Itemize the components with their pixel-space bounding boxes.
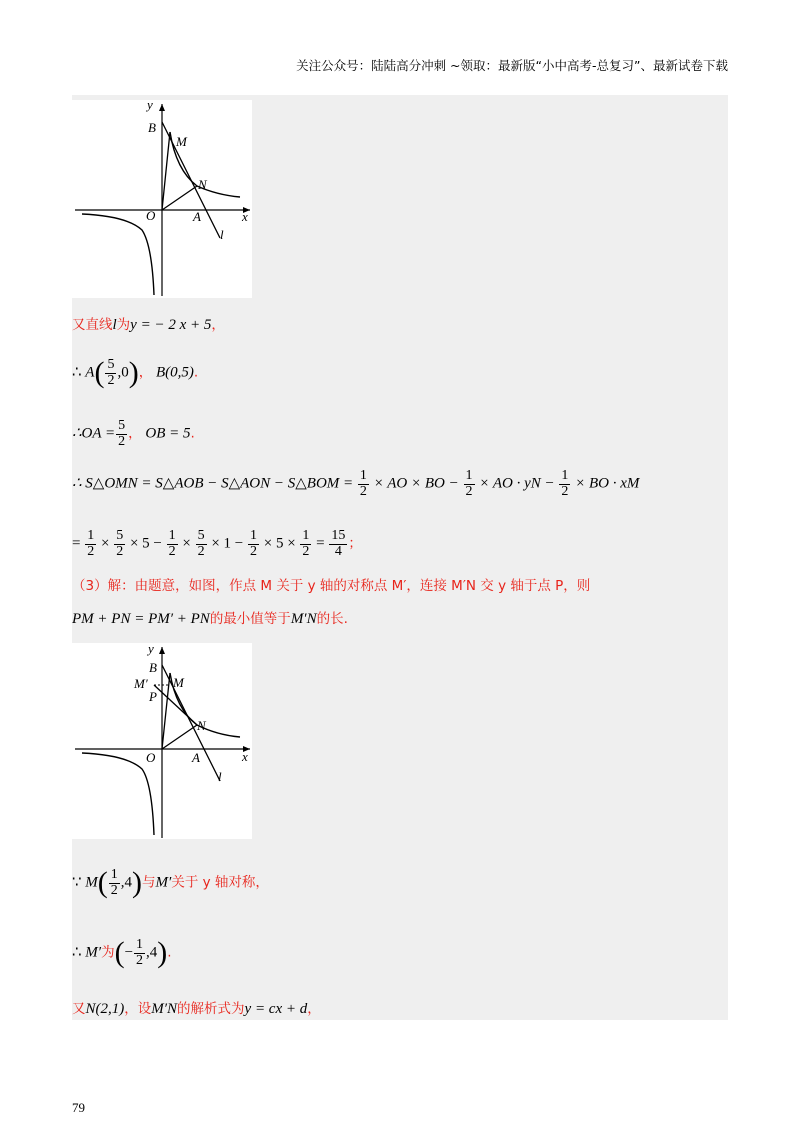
line-symmetric: ∵ M( $\frac{1}{2}$ ,4)与M′关于 y 轴对称， xyxy=(72,866,269,900)
line-min-value: PM + PN = PM′ + PN的最小值等于M′N的长. xyxy=(72,611,348,627)
page-number: 79 xyxy=(72,1100,85,1115)
page-header: 关注公众号：陆陆高分冲刺 ~领取：最新版“小中高考-总复习”、最新试卷下载 xyxy=(296,58,728,73)
label-O: O xyxy=(146,208,156,223)
line-MN-equation: 又N(2,1)，设M′N的解析式为y = cx + d， xyxy=(72,1001,321,1017)
label-l-2: l xyxy=(218,769,222,784)
label-P: P xyxy=(149,689,157,704)
figure-graph-1 xyxy=(72,100,252,298)
label-M: M xyxy=(176,134,187,149)
label-l: l xyxy=(220,227,224,242)
label-M-2: M xyxy=(173,675,184,690)
line-part3-intro: （3）解：由题意，如图，作点 M 关于 y 轴的对称点 M′，连接 M′N 交 y 轴于点 P，则 xyxy=(72,578,591,594)
figure-graph-2 xyxy=(72,643,252,839)
line-area-formula: ∴ S△OMN = S△AOB − S△AON − S△BOM = $\frac{1}{2}$ × AO × BO − $\frac{1}{2}$ × AO · yN − $\frac{1}{2}$ × BO · xM xyxy=(72,468,640,499)
label-B-2: B xyxy=(149,660,157,675)
label-x: x xyxy=(242,209,248,224)
label-Mprime: M′ xyxy=(134,676,148,691)
label-A: A xyxy=(193,209,201,224)
line-Mprime-coords: ∴ M′为(− $\frac{1}{2}$ ,4). xyxy=(72,936,172,970)
label-A-2: A xyxy=(192,750,200,765)
label-N: N xyxy=(198,177,207,192)
line-direct-line: 又直线l为y = − 2 x + 5， xyxy=(72,317,225,333)
label-y-2: y xyxy=(148,643,154,656)
line-points-AB: ∴ A( $\frac{5}{2}$ ,0)， B(0,5). xyxy=(72,356,199,390)
line-area-calc: = $\frac{1}{2}$ × $\frac{5}{2}$ × 5 − $\frac{1}{2}$ × $\frac{5}{2}$ × 1 − $\frac{1}{2}$ × 5 × $\frac{1}{2}$ = $\frac{15}{4}$ ； xyxy=(72,528,362,559)
label-x-2: x xyxy=(242,749,248,764)
label-y: y xyxy=(147,100,153,112)
label-B: B xyxy=(148,120,156,135)
line-OA-OB: ∴OA = $\frac{5}{2}$ ， OB = 5. xyxy=(72,418,195,449)
label-N-2: N xyxy=(197,718,206,733)
label-O-2: O xyxy=(146,750,156,765)
